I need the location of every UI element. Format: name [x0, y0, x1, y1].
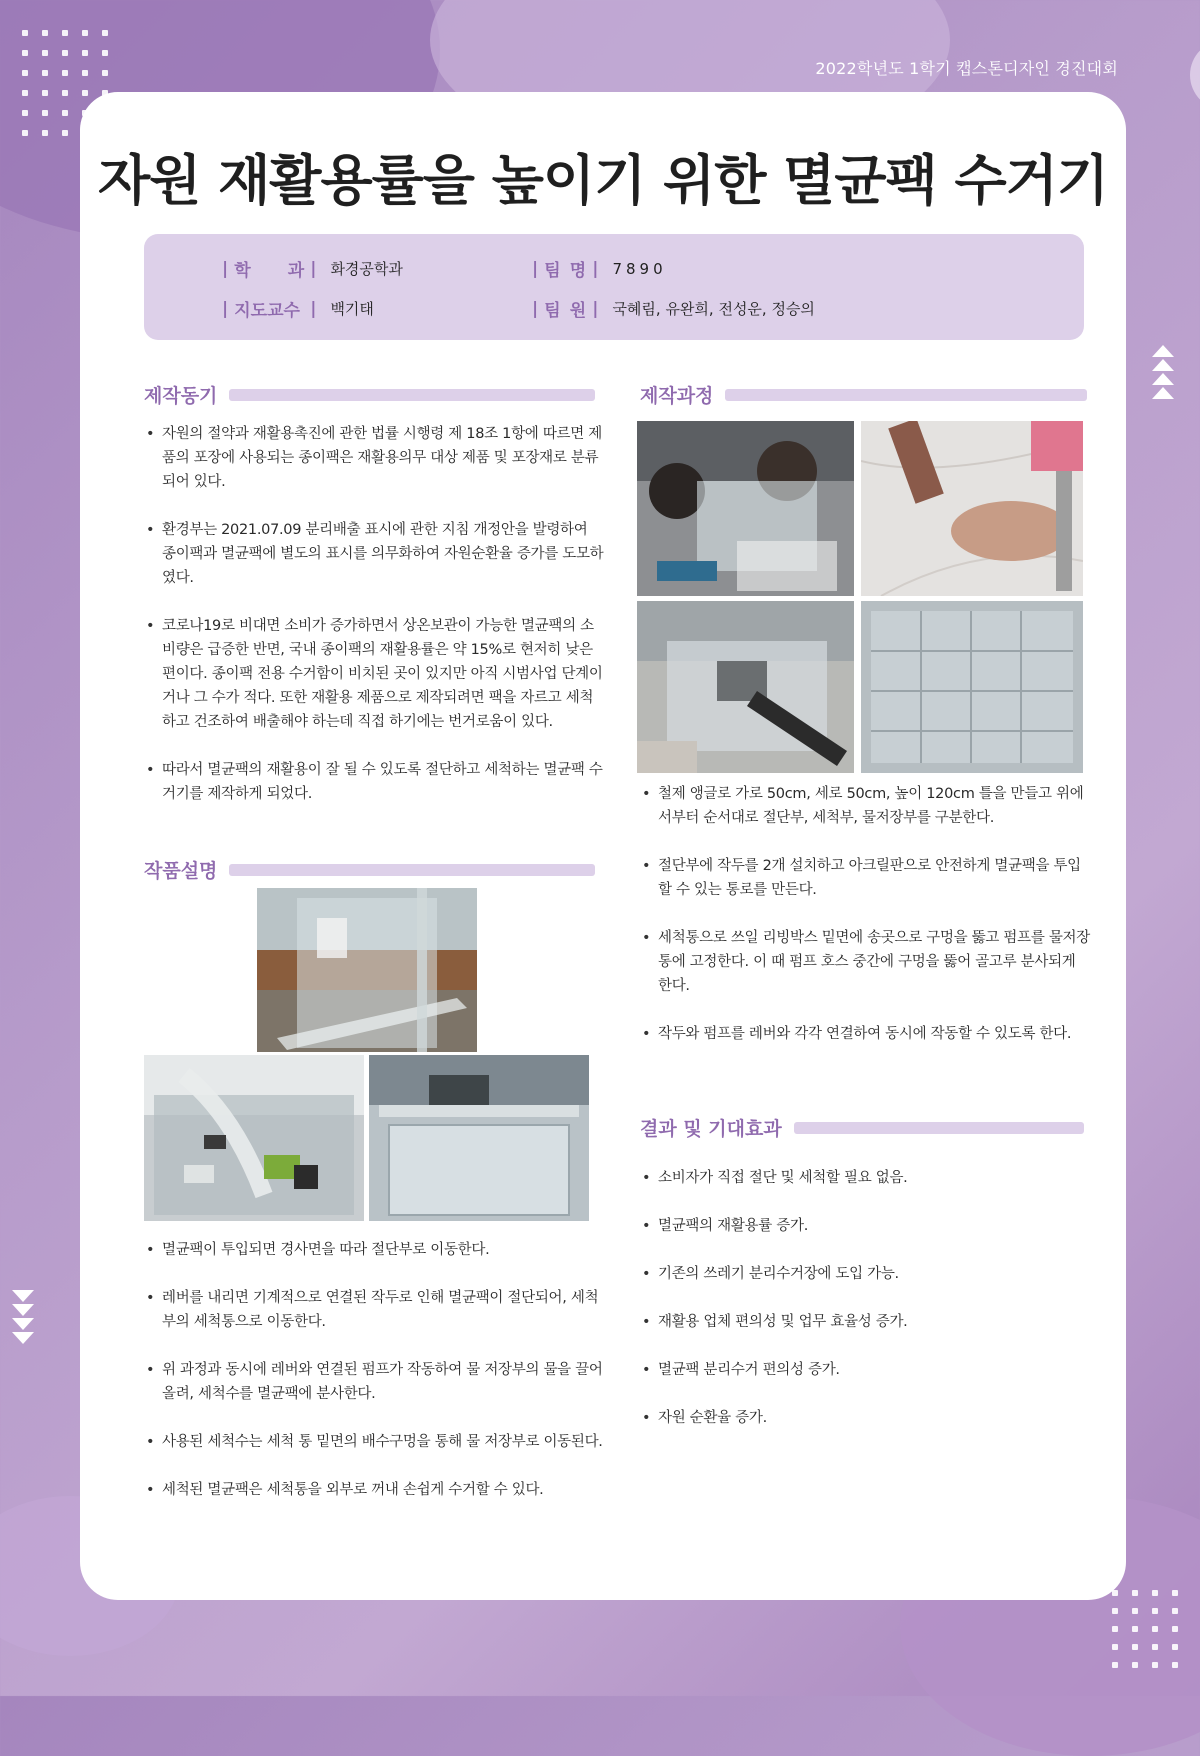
poster-title: 자원 재활용률을 높이기 위한 멸균팩 수거기 [98, 149, 1108, 212]
description-title: 작품설명 [144, 860, 218, 882]
list-item: • 멸균팩 분리수거 편의성 증가. [640, 1358, 1092, 1382]
list-item: • 환경부는 2021.07.09 분리배출 표시에 관한 지침 개정안을 발령하여 종이팩과 멸균팩에 별도의 표시를 의무화하여 자원순환율 증가를 도모하였다. [144, 518, 604, 590]
decorative-up-arrows-icon [1152, 345, 1174, 401]
team-info-box [144, 234, 1084, 340]
description-list [144, 1238, 604, 1526]
background-circle [1190, 40, 1200, 110]
list-item: • 레버를 내리면 기계적으로 연결된 작두로 인해 멸균팩이 절단되어, 세척부의 세척통으로 이동한다. [144, 1286, 604, 1334]
process-photo-1 [637, 421, 854, 596]
process-photo-4 [861, 601, 1083, 773]
process-photo-3 [637, 601, 854, 773]
info-team: | 팀 명 | 7890 [532, 256, 667, 281]
list-item: • 세척통으로 쓰일 리빙박스 밑면에 송곳으로 구멍을 뚫고 펌프를 물저장통에 고정한다. 이 때 펌프 호스 중간에 구멍을 뚫어 골고루 분사되게 한다. [640, 926, 1092, 998]
product-photo-bottom-left [144, 1055, 364, 1221]
list-item: • 소비자가 직접 절단 및 세척할 필요 없음. [640, 1166, 1092, 1190]
contest-name: 2022학년도 1학기 캡스톤디자인 경진대회 [815, 59, 1118, 78]
members-value: 국혜림, 유완희, 전성운, 정승의 [612, 300, 815, 318]
motivation-heading [144, 381, 595, 408]
heading-rule [229, 864, 595, 876]
decorative-down-arrows-icon [12, 1290, 34, 1346]
heading-rule [229, 389, 595, 401]
poster-card [80, 92, 1126, 1600]
product-photo-bottom-right [369, 1055, 589, 1221]
list-item: • 따라서 멸균팩의 재활용이 잘 될 수 있도록 절단하고 세척하는 멸균팩 수거기를 제작하게 되었다. [144, 758, 604, 806]
results-heading [640, 1114, 1084, 1141]
list-item: • 자원의 절약과 재활용촉진에 관한 법률 시행령 제 18조 1항에 따르면 제품의 포장에 사용되는 종이팩은 재활용의무 대상 제품 및 포장재로 분류되어 있다. [144, 422, 604, 494]
heading-rule [794, 1122, 1084, 1134]
results-title: 결과 및 기대효과 [640, 1118, 782, 1140]
description-heading [144, 856, 595, 883]
list-item: • 멸균팩이 투입되면 경사면을 따라 절단부로 이동한다. [144, 1238, 604, 1262]
process-title: 제작과정 [640, 385, 714, 407]
list-item: • 절단부에 작두를 2개 설치하고 아크릴판으로 안전하게 멸균팩을 투입할 수 있는 통로를 만든다. [640, 854, 1092, 902]
list-item: • 자원 순환율 증가. [640, 1406, 1092, 1430]
list-item: • 멸균팩의 재활용률 증가. [640, 1214, 1092, 1238]
list-item: • 기존의 쓰레기 분리수거장에 도입 가능. [640, 1262, 1092, 1286]
list-item: • 사용된 세척수는 세척 통 밑면의 배수구멍을 통해 물 저장부로 이동된다. [144, 1430, 604, 1454]
results-list [640, 1166, 1092, 1454]
dept-value: 화경공학과 [330, 260, 403, 278]
list-item: • 세척된 멸균팩은 세척통을 외부로 꺼내 손쉽게 수거할 수 있다. [144, 1478, 604, 1502]
motivation-list [144, 422, 604, 830]
list-item: • 위 과정과 동시에 레버와 연결된 펌프가 작동하여 물 저장부의 물을 끌어올려, 세척수를 멸균팩에 분사한다. [144, 1358, 604, 1406]
team-label: 팀 명 [544, 261, 587, 281]
advisor-value: 백기태 [330, 300, 374, 318]
process-list [640, 782, 1092, 1070]
dept-label: 학 과 [234, 261, 305, 281]
team-value: 7890 [612, 259, 667, 278]
product-photo-top [257, 888, 477, 1052]
members-label: 팀 원 [544, 301, 587, 321]
process-heading [640, 381, 1087, 408]
motivation-title: 제작동기 [144, 385, 218, 407]
process-photo-2 [861, 421, 1083, 596]
info-dept: | 학 과 | 화경공학과 [222, 256, 403, 281]
info-advisor: | 지도교수 | 백기태 [222, 296, 374, 321]
list-item: • 코로나19로 비대면 소비가 증가하면서 상온보관이 가능한 멸균팩의 소비량은 급증한 반면, 국내 종이팩의 재활용률은 약 15%로 현저히 낮은 편이다. 종이팩 전용 수거함이 비치된 곳이 있지만 아직 시범사업 단계이거나 그 수가 적다. 또한 재활용 제품으로 제작되려면 팩을 자르고 세척하고 건조하여 배출해야 하는데 직접 하기에는 번거로움이 있다. [144, 614, 604, 734]
advisor-label: 지도교수 [234, 301, 300, 321]
decorative-dot-grid [1112, 1590, 1178, 1668]
heading-rule [725, 389, 1087, 401]
list-item: • 작두와 펌프를 레버와 각각 연결하여 동시에 작동할 수 있도록 한다. [640, 1022, 1092, 1046]
list-item: • 재활용 업체 편의성 및 업무 효율성 증가. [640, 1310, 1092, 1334]
info-members: | 팀 원 | 국혜림, 유완희, 전성운, 정승의 [532, 296, 815, 321]
list-item: • 철제 앵글로 가로 50cm, 세로 50cm, 높이 120cm 틀을 만들고 위에서부터 순서대로 절단부, 세척부, 물저장부를 구분한다. [640, 782, 1092, 830]
